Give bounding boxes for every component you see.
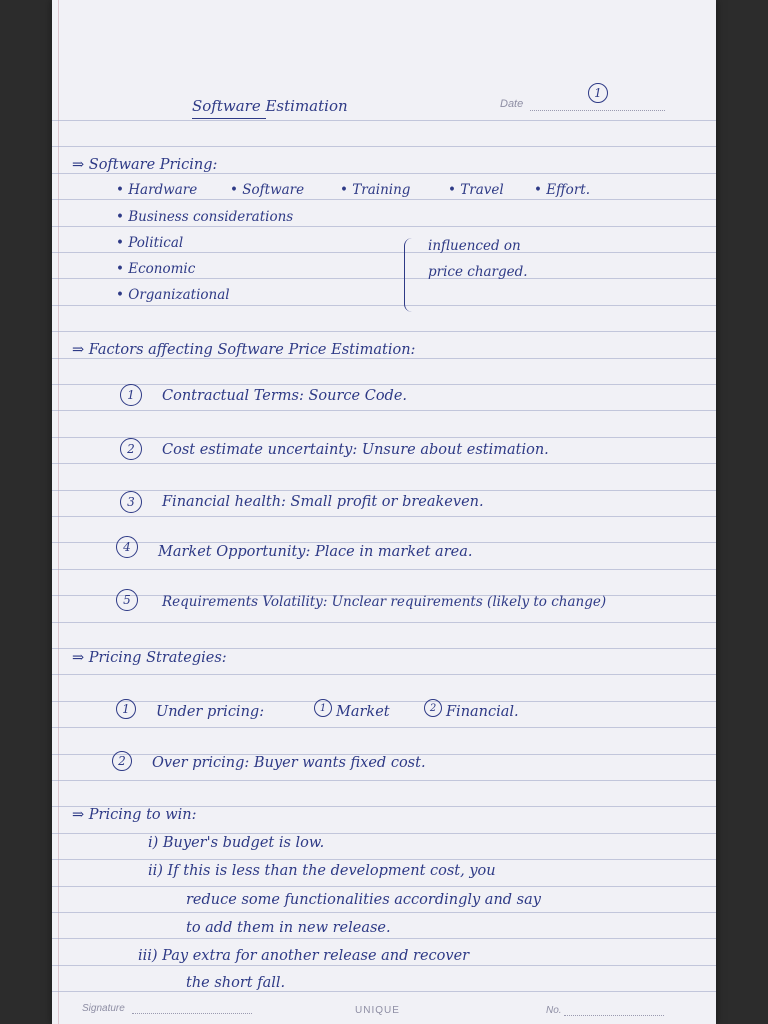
strategy-item: Over pricing: Buyer wants fixed cost. <box>152 755 426 771</box>
win-line: the short fall. <box>186 975 286 991</box>
ruled-line <box>52 331 716 332</box>
brace-note: price charged. <box>428 264 528 280</box>
ruled-line <box>52 938 716 939</box>
ruled-line <box>52 358 716 359</box>
strategy-option-number: 1 <box>314 699 332 717</box>
pricing-item: • Software <box>230 184 304 198</box>
pricing-item: • Travel <box>448 184 504 198</box>
title-underline <box>192 118 266 119</box>
factor-number: 2 <box>120 438 142 460</box>
signature-field <box>132 1013 252 1014</box>
strategy-number: 1 <box>116 699 136 719</box>
ruled-line <box>52 859 716 860</box>
ruled-line <box>52 965 716 966</box>
pricing-item: • Training <box>340 184 410 198</box>
ruled-line <box>52 674 716 675</box>
ruled-line <box>52 305 716 306</box>
ruled-line <box>52 463 716 464</box>
ruled-line <box>52 226 716 227</box>
ruled-line <box>52 991 716 992</box>
ruled-line <box>52 146 716 147</box>
ruled-line <box>52 701 716 702</box>
ruled-line <box>52 542 716 543</box>
ruled-line <box>52 780 716 781</box>
factor-number: 5 <box>116 589 138 611</box>
strategy-option: Market <box>336 704 390 720</box>
ruled-line <box>52 727 716 728</box>
strategy-number: 2 <box>112 751 132 771</box>
ruled-line <box>52 437 716 438</box>
section-heading-win: ⇒ Pricing to win: <box>72 807 197 823</box>
factor-item: Market Opportunity: Place in market area. <box>158 544 473 560</box>
page-title: Software Estimation <box>192 97 348 115</box>
signature-label: Signature <box>82 1003 125 1014</box>
ruled-line <box>52 622 716 623</box>
pricing-sub-item: • Economic <box>116 263 195 277</box>
factor-item: Contractual Terms: Source Code. <box>162 388 408 404</box>
ruled-line <box>52 648 716 649</box>
ruled-line <box>52 569 716 570</box>
strategy-label: Under pricing: <box>156 704 265 720</box>
ruled-line <box>52 384 716 385</box>
section-heading-factors: ⇒ Factors affecting Software Price Estimation: <box>72 342 416 358</box>
margin-line <box>58 0 59 1024</box>
ruled-line <box>52 173 716 174</box>
brand-mark: UNIQUE <box>355 1005 400 1016</box>
pricing-business: • Business considerations <box>116 211 293 225</box>
pricing-sub-item: • Political <box>116 237 183 251</box>
section-heading-strategies: ⇒ Pricing Strategies: <box>72 650 227 666</box>
factor-number: 4 <box>116 536 138 558</box>
ruled-line <box>52 278 716 279</box>
ruled-line <box>52 490 716 491</box>
factor-item: Financial health: Small profit or breakeven. <box>162 494 484 510</box>
page-number: 1 <box>588 83 608 103</box>
factor-item: Requirements Volatility: Unclear requirements (likely to change) <box>162 594 607 610</box>
ruled-line <box>52 410 716 411</box>
factor-item: Cost estimate uncertainty: Unsure about estimation. <box>162 442 549 458</box>
factor-number: 1 <box>120 384 142 406</box>
pricing-sub-item: • Organizational <box>116 289 230 303</box>
pricing-item: • Hardware <box>116 184 197 198</box>
notebook-page <box>52 0 716 1024</box>
ruled-line <box>52 912 716 913</box>
no-label: No. <box>546 1005 562 1016</box>
strategy-option: Financial. <box>446 704 519 720</box>
section-heading-pricing: ⇒ Software Pricing: <box>72 157 218 173</box>
ruled-line <box>52 120 716 121</box>
ruled-line <box>52 886 716 887</box>
ruled-line <box>52 516 716 517</box>
win-line: iii) Pay extra for another release and recover <box>138 948 470 964</box>
pricing-item: • Effort. <box>534 184 590 198</box>
ruled-line <box>52 252 716 253</box>
ruled-line <box>52 199 716 200</box>
date-label: Date <box>500 98 524 110</box>
ruled-line <box>52 833 716 834</box>
strategy-option-number: 2 <box>424 699 442 717</box>
win-line: i) Buyer's budget is low. <box>148 835 325 851</box>
date-field <box>530 110 665 111</box>
grouping-brace <box>404 238 413 312</box>
no-field <box>564 1015 664 1016</box>
win-line: ii) If this is less than the development cost, you <box>148 863 496 879</box>
brace-note: influenced on <box>428 238 521 254</box>
win-line: reduce some functionalities accordingly and say <box>186 892 541 908</box>
factor-number: 3 <box>120 491 142 513</box>
win-line: to add them in new release. <box>186 920 391 936</box>
